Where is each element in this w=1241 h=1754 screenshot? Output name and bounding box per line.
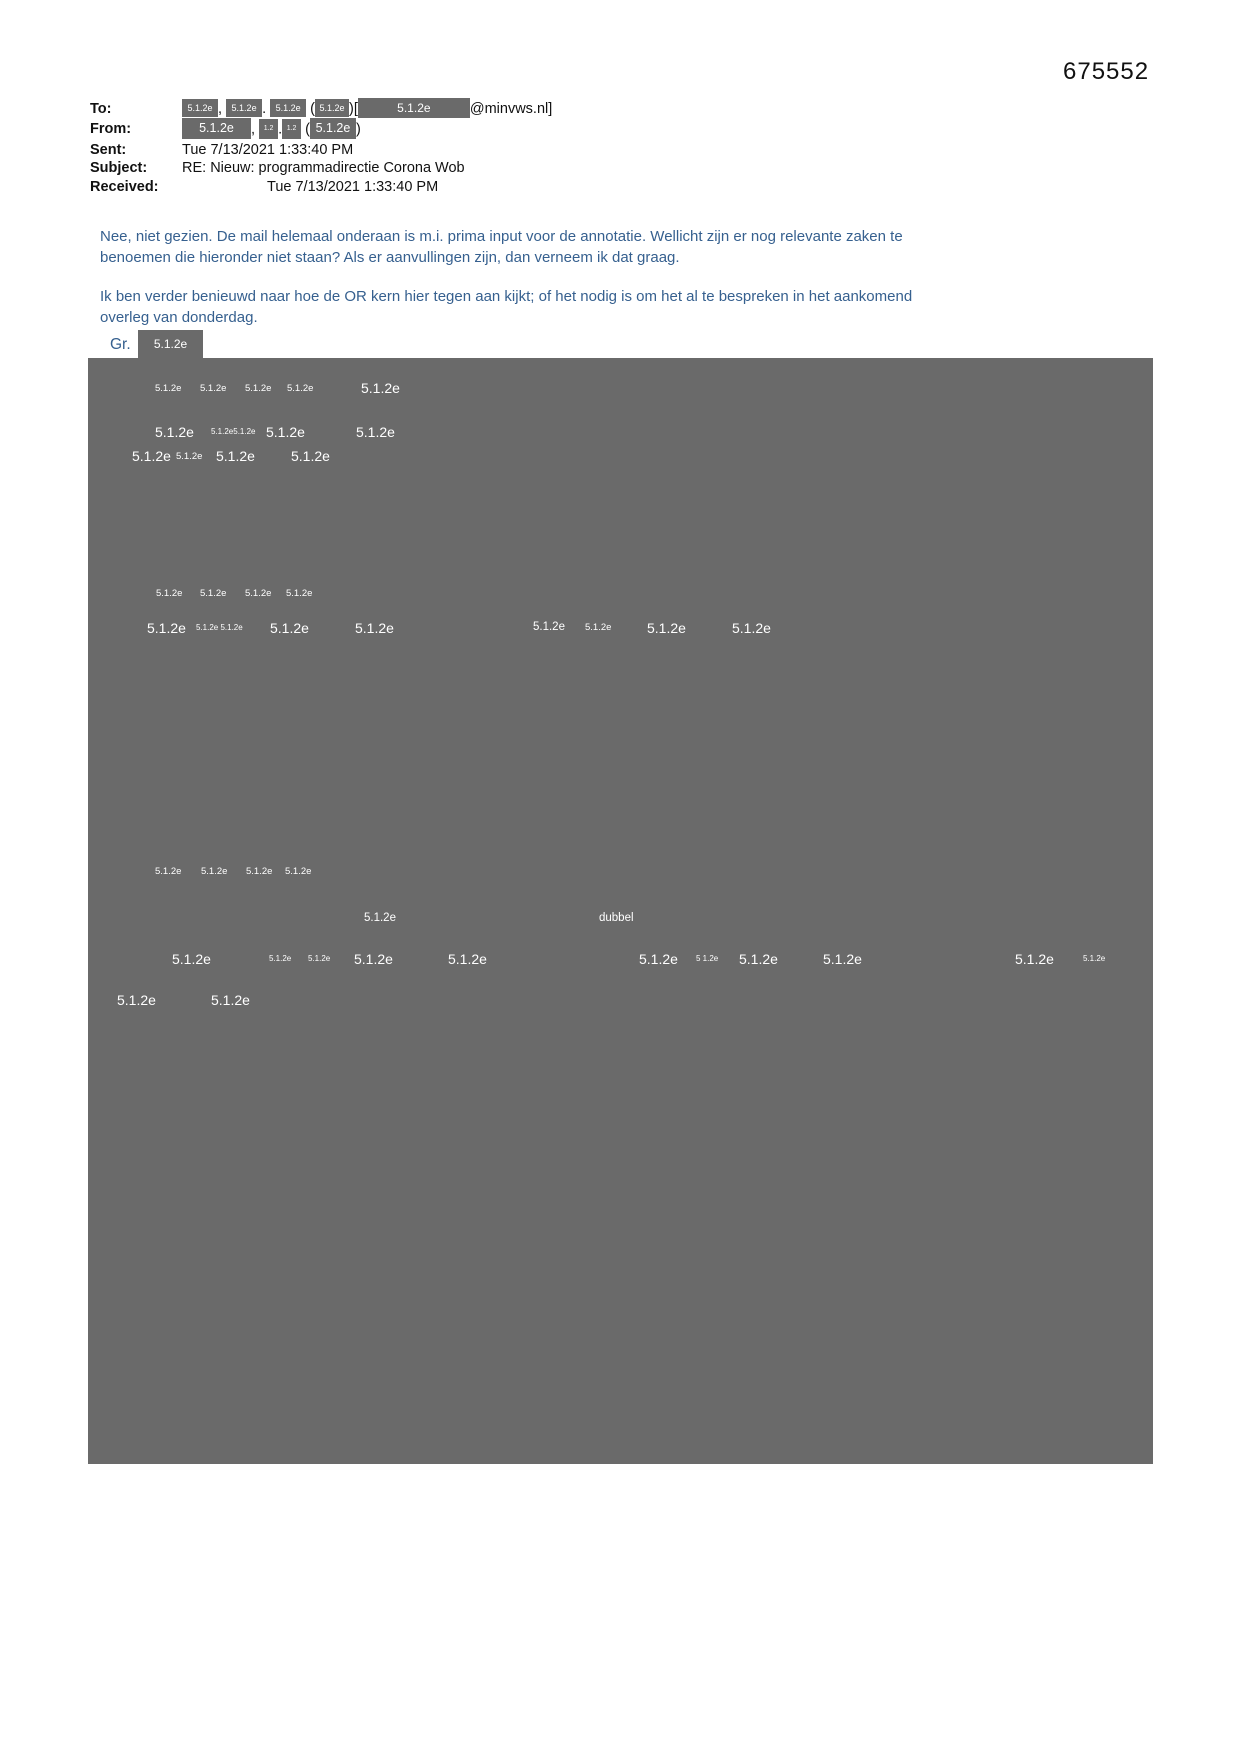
redaction-code-label: 5.1.2e 5.1.2e	[196, 623, 243, 632]
redaction-code-label: 5.1.2e	[361, 380, 400, 396]
from-label: From:	[90, 121, 132, 138]
redaction-code-label: 5.1.2e	[132, 448, 171, 464]
redaction-code-label: 5 1.2e	[696, 954, 719, 963]
redaction-box: 5.1.2e	[315, 99, 349, 117]
redaction-code-label: 5.1.2e	[355, 620, 394, 636]
redaction-code-label: 5.1.2e	[117, 992, 156, 1008]
redaction-code-label: 5.1.2e	[354, 951, 393, 967]
redaction-code-label: 5.1.2e	[364, 912, 396, 924]
greeting-text: Gr.	[110, 336, 131, 353]
redaction-box: 5.1.2e	[358, 98, 470, 118]
redaction-code-label: 5.1.2e	[286, 588, 313, 599]
redaction-code-label: 5.1.2e	[739, 951, 778, 967]
subject-label: Subject:	[90, 160, 148, 176]
redaction-code-label: 5.1.2e	[266, 424, 305, 440]
redaction-code-label: 5.1.2e	[156, 588, 183, 599]
dubbel-label: dubbel	[599, 912, 634, 924]
redaction-box: 1.2	[282, 119, 301, 139]
redaction-code-label: 5.1.2e	[448, 951, 487, 967]
redaction-box: 1.2	[259, 119, 278, 139]
redaction-box: 5.1.2e	[182, 118, 251, 139]
redacted-block	[88, 358, 1153, 1464]
redaction-code-label: 5.1.2e	[356, 424, 395, 440]
redaction-box: 5.1.2e	[226, 99, 262, 117]
body-paragraph-1: Nee, niet gezien. De mail helemaal onderaan is m.i. prima input voor de annotatie. Wellicht zijn er nog relevante zaken te benoemen die hieronder niet staan? Als er aanvullingen zijn, dan verneem ik dat graag.	[100, 228, 903, 266]
redaction-box: 5.1.2e	[138, 330, 203, 359]
received-label: Received:	[90, 179, 159, 195]
redaction-code-label: 5.1.2e	[269, 954, 292, 963]
redaction-code-label: 5.1.2e	[285, 866, 312, 877]
paren-close-bracket: )[	[349, 100, 358, 117]
document-id-stamp: 675552	[1063, 58, 1150, 85]
header-row-to	[90, 99, 552, 119]
redaction-code-label: 5.1.2e	[246, 866, 273, 877]
redaction-box: 5.1.2e	[182, 99, 218, 117]
redaction-code-label: 5.1.2e	[155, 866, 182, 877]
separator: .	[262, 100, 267, 117]
body-paragraph-2: Ik ben verder benieuwd naar hoe de OR kern hier tegen aan kijkt; of het nodig is om het al te bespreken in het aankomend overleg van donderdag.	[100, 288, 913, 326]
redaction-box: 5.1.2e	[310, 118, 356, 139]
redaction-code-label: 5.1.2e	[270, 620, 309, 636]
separator: .	[278, 121, 283, 138]
redaction-code-label: 5.1.2e	[216, 448, 255, 464]
redaction-code-label: 5.1.2e	[291, 448, 330, 464]
redaction-code-label: 5.1.2e	[1083, 954, 1106, 963]
redaction-code-label: 5.1.2e	[155, 383, 182, 394]
subject-value: RE: Nieuw: programmadirectie Corona Wob	[182, 160, 465, 176]
redaction-code-label: 5.1.2e5.1.2e	[211, 427, 256, 436]
redaction-code-label: 5.1.2e	[308, 954, 331, 963]
redaction-code-label: 5.1.2e	[245, 588, 272, 599]
separator: ,	[218, 100, 223, 117]
redaction-code-label: 5.1.2e	[823, 951, 862, 967]
received-value: Tue 7/13/2021 1:33:40 PM	[267, 179, 439, 195]
redaction-box: 5.1.2e	[270, 99, 306, 117]
sent-label: Sent:	[90, 142, 127, 158]
paren-open: (	[305, 121, 310, 138]
header-row-subject	[90, 159, 465, 178]
redaction-code-label: 5.1.2e	[1015, 951, 1054, 967]
header-row-from	[90, 119, 361, 140]
redaction-code-label: 5.1.2e	[176, 451, 203, 462]
redaction-code-label: 5.1.2e	[211, 992, 250, 1008]
paren-close: )	[355, 121, 361, 138]
redaction-code-label: 5.1.2e	[533, 621, 565, 633]
header-row-sent	[90, 141, 353, 160]
paren-open: (	[310, 100, 315, 117]
to-label: To:	[90, 100, 112, 117]
redaction-code-label: 5.1.2e	[585, 622, 612, 633]
redaction-code-label: 5.1.2e	[639, 951, 678, 967]
redaction-code-label: 5.1.2e	[287, 383, 314, 394]
redaction-code-label: 5.1.2e	[200, 383, 227, 394]
sent-value: Tue 7/13/2021 1:33:40 PM	[182, 142, 354, 158]
header-row-received	[90, 178, 438, 197]
redaction-code-label: 5.1.2e	[200, 588, 227, 599]
redaction-code-label: 5.1.2e	[201, 866, 228, 877]
redaction-code-label: 5.1.2e	[147, 620, 186, 636]
redaction-code-label: 5.1.2e	[172, 951, 211, 967]
redaction-code-label: 5.1.2e	[155, 424, 194, 440]
redaction-code-label: 5.1.2e	[732, 620, 771, 636]
redaction-code-label: 5.1.2e	[245, 383, 272, 394]
separator: ,	[251, 121, 256, 138]
email-domain-suffix: @minvws.nl]	[469, 100, 553, 117]
redaction-code-label: 5.1.2e	[647, 620, 686, 636]
